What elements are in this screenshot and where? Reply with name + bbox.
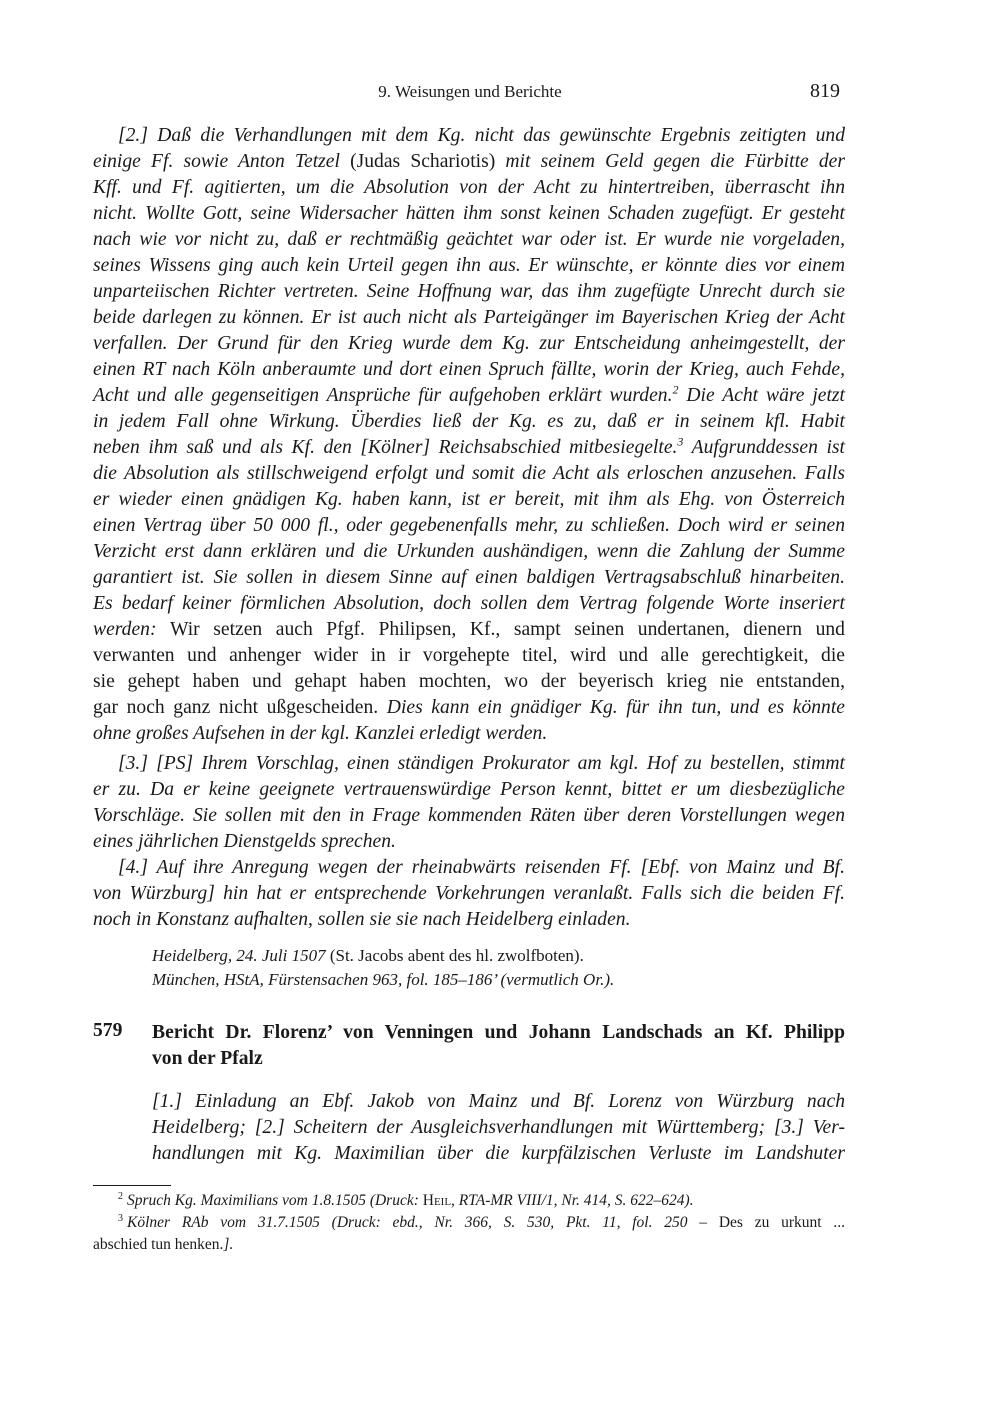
- text-segment: verfallen. Der Grund für den Krieg wurde dem Kg. zur Entscheidung anheimgestellt, der: [93, 333, 845, 354]
- text-segment: von Würzburg] hin hat er entsprechende Vorkehrungen veranlaßt. Falls sich die beiden Ff.: [93, 883, 845, 904]
- text-segment: sie gehept haben und gehapt haben mochten, wo der beyerisch krieg nie entstanden,: [93, 671, 845, 692]
- body-line: [93, 201, 845, 227]
- body-line: [93, 695, 845, 721]
- text-segment: in jedem Fall ohne Wirkung. Überdies ließ der Kg. es zu, daß er in seinem kfl. Habit: [93, 411, 845, 432]
- body-line: [93, 435, 845, 461]
- text-segment: Die Acht wäre jetzt: [678, 385, 845, 406]
- regest-line-2: Heidelberg; [2.] Scheitern der Ausgleichsverhandlungen mit Württemberg; [3.] Ver-: [152, 1117, 845, 1138]
- body-line: [118, 855, 845, 881]
- footnote-3-quote-cont: abschied tun henken.: [93, 1236, 224, 1253]
- text-segment: eines jährlichen Dienstgelds sprechen.: [93, 831, 396, 852]
- text-segment: die Absolution als stillschweigend erfolgt und somit die Acht als erloschen anzusehen. Falls: [93, 463, 845, 484]
- text-segment: gar noch ganz nicht ußgescheiden.: [93, 697, 387, 718]
- footnote-3-number: 3: [118, 1212, 123, 1224]
- body-line: [93, 331, 845, 357]
- footnote-2-author: Heil: [422, 1192, 452, 1209]
- text-segment: mit seinem Geld gegen die Fürbitte der: [505, 151, 845, 172]
- footnote-2-number: 2: [118, 1190, 123, 1202]
- body-line: [93, 539, 845, 565]
- footnote-3: [118, 1212, 845, 1233]
- text-segment: [2.] Daß die Verhandlungen mit dem Kg. nicht das gewünschte Ergebnis zeitigten und: [118, 125, 845, 146]
- text-segment: einen RT nach Köln anberaumte und dort einen Spruch fällte, worin der Krieg, auch Fehde,: [93, 359, 845, 380]
- footnote-3-text: Kölner RAb vom 31.7.1505 (Druck: ebd., Nr. 366, S. 530, Pkt. 11, fol. 250 –: [127, 1214, 719, 1231]
- body-line: [93, 461, 845, 487]
- regest-line-3: handlungen mit Kg. Maximilian über die kurpfälzischen Verluste im Landshuter: [152, 1143, 845, 1164]
- body-line: [93, 777, 845, 803]
- body-line: [93, 253, 845, 279]
- text-segment: beide darlegen zu können. Er ist auch nicht als Parteigänger im Bayerischen Krieg der Acht: [93, 307, 845, 328]
- document-title-line-1: Bericht Dr. Florenz’ von Venningen und Johann Landschads an Kf. Philipp: [152, 1022, 845, 1043]
- document-title-line-2: von der Pfalz: [152, 1048, 263, 1069]
- text-segment: (Judas Schariotis): [350, 151, 506, 172]
- text-segment: Kff. und Ff. agitierten, um die Absolution von der Acht zu hintertreiben, überrascht ihn: [93, 177, 845, 198]
- text-segment: unparteiischen Richter vertreten. Seine Hoffnung war, das ihm zugefügte Unrecht durch sie: [93, 281, 845, 302]
- dateline: [152, 944, 584, 968]
- regest-line-1: [1.] Einladung an Ebf. Jakob von Mainz und Bf. Lorenz von Würzburg nach: [152, 1091, 845, 1112]
- text-segment: neben ihm saß und als Kf. den [Kölner] Reichsabschied mitbesiegelte.: [93, 437, 678, 458]
- text-segment: garantiert ist. Sie sollen in diesem Sinne auf einen baldigen Vertragsabschluß hinarbeiten.: [93, 567, 845, 588]
- body-line: [93, 383, 845, 409]
- text-segment: Es bedarf keiner förmlichen Absolution, doch sollen dem Vertrag folgende Worte inseriert: [93, 593, 845, 614]
- footnote-rule: [93, 1185, 171, 1186]
- body-line: [93, 487, 845, 513]
- body-line: [93, 279, 845, 305]
- text-segment: noch in Konstanz aufhalten, sollen sie sie nach Heidelberg einladen.: [93, 909, 631, 930]
- footnote-2-text: Spruch Kg. Maximilians vom 1.8.1505 (Druck:: [127, 1192, 423, 1209]
- text-segment: Verzicht erst dann erklären und die Urkunden aushändigen, wenn die Zahlung der Summe: [93, 541, 845, 562]
- body-line: [93, 149, 845, 175]
- body-line: [93, 305, 845, 331]
- running-title: 9. Weisungen und Berichte: [378, 82, 562, 101]
- body-line: [93, 643, 845, 669]
- footnote-2-text-cont: , RTA-MR VIII/1, Nr. 414, S. 622–624).: [451, 1192, 694, 1209]
- text-segment: Aufgrunddessen ist: [683, 437, 846, 458]
- text-segment: nach wie vor nicht zu, daß er rechtmäßig geächtet war oder ist. Er wurde nie vorgeladen,: [93, 229, 845, 250]
- footnote-3-cont: [93, 1234, 845, 1255]
- archive-reference: München, HStA, Fürstensachen 963, fol. 185–186’ (vermutlich Or.).: [152, 970, 615, 989]
- body-line: [93, 829, 845, 855]
- footnote-reference: 3: [677, 434, 684, 449]
- text-segment: seines Wissens ging auch kein Urteil gegen ihn aus. Er wünschte, er könnte dies vor einem: [93, 255, 845, 276]
- body-line: [93, 669, 845, 695]
- text-segment: Vorschläge. Sie sollen mit den in Frage kommenden Räten über deren Vorstellungen wegen: [93, 805, 845, 826]
- body-line: [93, 881, 845, 907]
- body-line: [118, 123, 845, 149]
- body-line: [93, 357, 845, 383]
- text-segment: Wir setzen auch Pfgf. Philipsen, Kf., sampt seinen undertanen, dienern und: [170, 619, 845, 640]
- document-number: 579: [93, 1020, 123, 1041]
- text-segment: einige Ff. sowie Anton Tetzel: [93, 151, 351, 172]
- body-line: [93, 175, 845, 201]
- text-segment: [4.] Auf ihre Anregung wegen der rheinabwärts reisenden Ff. [Ebf. von Mainz und Bf.: [118, 857, 845, 878]
- text-segment: nicht. Wollte Gott, seine Widersacher hätten ihm sonst keinen Schaden zugefügt. Er gesteht: [93, 203, 845, 224]
- body-line: [93, 591, 845, 617]
- footnote-3-end: ].: [223, 1236, 234, 1253]
- text-segment: ohne großes Aufsehen in der kgl. Kanzlei erledigt werden.: [93, 723, 548, 744]
- text-segment: Acht und alle gegenseitigen Ansprüche für aufgehoben erklärt wurden.: [93, 385, 673, 406]
- body-line: [118, 751, 845, 777]
- text-segment: er wieder einen gnädigen Kg. haben kann, ist er bereit, mit ihm als Ehg. von Österreich: [93, 489, 845, 510]
- body-line: [93, 907, 845, 933]
- footnote-3-quote: Des zu urkunt ...: [718, 1214, 845, 1231]
- body-line: [93, 227, 845, 253]
- text-segment: Dies kann ein gnädiger Kg. für ihn tun, und es könnte: [386, 697, 845, 718]
- body-line: [93, 617, 845, 643]
- body-line: [93, 721, 845, 747]
- body-line: [93, 409, 845, 435]
- body-line: [93, 803, 845, 829]
- footnote-2: [118, 1190, 845, 1211]
- text-segment: er zu. Da er keine geeignete vertrauenswürdige Person kennt, bittet er um diesbezügliche: [93, 779, 845, 800]
- page-number: 819: [810, 80, 840, 102]
- body-line: [93, 565, 845, 591]
- text-segment: verwanten und anhenger wider in ir vorgehepte titel, wird und alle gerechtigkeit, die: [93, 645, 845, 666]
- dateline-feast: (St. Jacobs abent des hl. zwolfboten).: [325, 946, 584, 965]
- body-line: [93, 513, 845, 539]
- text-segment: einen Vertrag über 50 000 fl., oder gegebenenfalls mehr, zu schließen. Doch wird er seinen: [93, 515, 845, 536]
- dateline-place-date: Heidelberg, 24. Juli 1507: [152, 946, 326, 965]
- text-segment: werden:: [93, 619, 171, 640]
- footnote-reference: 2: [672, 382, 679, 397]
- text-segment: [3.] [PS] Ihrem Vorschlag, einen ständigen Prokurator am kgl. Hof zu bestellen, stimmt: [118, 753, 845, 774]
